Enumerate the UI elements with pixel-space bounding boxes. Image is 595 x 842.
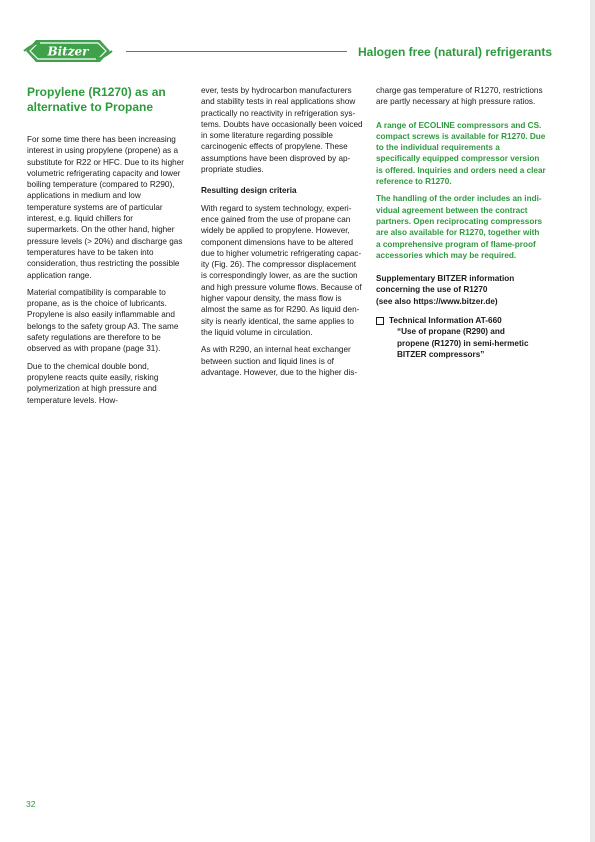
svg-text:Bitzer: Bitzer (47, 44, 89, 59)
article-title-line-2: alternative to Propane (27, 100, 154, 114)
paragraph-double-bond: Due to the chemical double bond, propylene reacts quite easily, risking polymerization at high pressure and temperature levels. How- (27, 361, 159, 405)
supplementary-line-1: Supplementary BITZER information (376, 274, 515, 284)
technical-info-item (376, 315, 546, 360)
article-title (27, 85, 187, 115)
checkbox-icon (376, 317, 384, 325)
subheading-design-criteria: Resulting design criteria (201, 186, 297, 196)
supplementary-link[interactable]: (see also https://www.bitzer.de) (376, 296, 498, 306)
paragraph-ecoline-range: A range of ECOLINE compressors and CS. compact screws is available for R1270. Due to the individual requirements a specifically equipped compressor version is offered. Inquiries and orders need a clear reference to R1270. (376, 120, 546, 187)
section-title: Halogen free (natural) refrigerants (358, 45, 553, 59)
page-number: 32 (26, 799, 36, 809)
page-edge (590, 0, 595, 842)
technical-info-text (389, 315, 529, 360)
technical-info-line-4: BITZER compressors” (397, 349, 485, 359)
paragraph-heat-exchanger: As with R290, an internal heat exchanger between suction and liquid lines is of advantage. However, due to the higher dis- (201, 345, 358, 377)
column-1 (27, 85, 187, 412)
technical-info-line-3: propene (R1270) in semi-hermetic (397, 338, 529, 348)
article-title-line-1: Propylene (R1270) as an (27, 85, 166, 99)
supplementary-line-2: concerning the use of R1270 (376, 285, 488, 295)
bitzer-logo (22, 34, 114, 68)
paragraph-order-handling: The handling of the order includes an indi-vidual agreement between the contract partners. Open reciprocating compressors are also available for R1270, together with a comprehensive program of flame-proof accessories which may be required. (376, 194, 543, 260)
column-3 (376, 85, 546, 360)
technical-info-line-2: “Use of propane (R290) and (397, 327, 505, 337)
paragraph-intro: For some time there has been increasing interest in using propylene (propene) as a substitute for R22 or HFC. Due to its higher volumetric refrigerating capacity and lower boiling temperature (compared to R290), applications in medium and low temperature systems are of particular interest, e.g. liquid chillers for supermarkets. On the other hand, higher pressure levels (> 20%) and discharge gas temperatures have to be taken into consideration, thus restricting the possible application range. (27, 135, 184, 280)
paragraph-system-technology: With regard to system technology, experi-ence gained from the use of propane can widely be applied to propylene. However, component dimensions have to be altered due to higher volumetric refrigerating capac-ity (Fig. 26). The compressor displacement is correspondingly lower, as are the suction and high pressure volume flows. Because of higher vapour density, the mass flow is almost the same as for R290. As liquid den-sity is nearly identical, the same applies to the liquid volume in circulation. (201, 203, 362, 337)
paragraph-tests: ever, tests by hydrocarbon manufacturers and stability tests in real applications show practically no reactivity in refrigeration sys-tems. Doubts have occasionally been voiced in some literature regarding possible carcinogenic effects of propylene. These assumptions have been disproved by ap-propriate studies. (201, 86, 363, 175)
supplementary-info (376, 273, 546, 307)
column-2 (201, 85, 363, 384)
paragraph-material: Material compatibility is comparable to propane, as is the choice of lubricants. Propylene is also easily inflammable and belongs to the safety group A3. The same safety regulations are therefore to be observed as with propane (page 31). (27, 287, 179, 354)
header-rule (126, 51, 347, 52)
technical-info-title: Technical Information AT-660 (389, 316, 502, 326)
paragraph-discharge: charge gas temperature of R1270, restrictions are partly necessary at high pressure ratios. (376, 86, 543, 107)
